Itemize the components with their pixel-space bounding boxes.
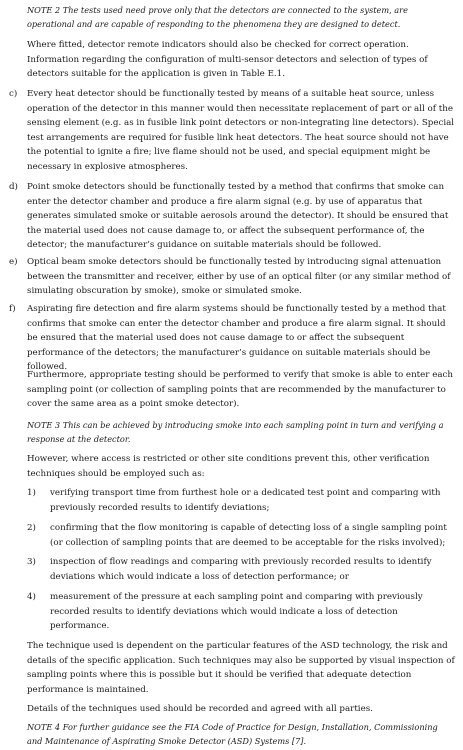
sub-item-text: confirming that the flow monitoring is capable of detecting loss of a single sampling point (or collection of sampling points that are deemed to be acceptable for the risks involved); <box>50 523 447 548</box>
paragraph-technique: The technique used is dependent on the particular features of the ASD technology, the risk and details of the specific application. Such techniques may also be supported by visual inspection of sampling points where this is possible but it should be verified that adequate detection performance is maintained. <box>27 641 455 695</box>
list-item-text: Every heat detector should be functionally tested by means of a suitable heat source, unless operation of the detector in this manner would then necessitate replacement of part or all of the sensing element (e.g. as in fusible link point detectors or non-integrating line detectors). Special test arrangements are required for fusible link heat detectors. The heat source should not have the potential to ignite a fire; live flame should not be used, and special equipment might be necessary in explosive atmospheres. <box>27 89 455 172</box>
sub-item-3 <box>27 555 455 584</box>
paragraph-furthermore: Furthermore, appropriate testing should be performed to verify that smoke is able to enter each sampling point (or collection of sampling points that are recommended by the manufacturer to cover the same area as a point smoke detector). <box>27 370 453 410</box>
note-4: NOTE 4 For further guidance see the FIA Code of Practice for Design, Installation, Commissioning and Maintenance of Aspirating Smoke Detector (ASD) Systems [7]. <box>27 722 438 747</box>
list-item-e <box>9 255 455 299</box>
list-item-label: f) <box>9 304 16 314</box>
paragraph-remote-indicators: Where fitted, detector remote indicators should also be checked for correct operation. Information regarding the configuration of multi-sensor detectors and selection of types of detectors suitable for the application is given in Table E.1. <box>27 40 428 80</box>
sub-item-text: verifying transport time from furthest hole or a dedicated test point and comparing with previously recorded results to identify deviations; <box>50 488 441 513</box>
sub-item-label: 1) <box>27 488 36 498</box>
sub-item-label: 2) <box>27 523 36 533</box>
sub-item-text: measurement of the pressure at each sampling point and comparing with previously recorded results to identify deviations which would indicate a loss of detection performance. <box>50 592 423 632</box>
list-item-label: c) <box>9 89 18 99</box>
sub-item-1 <box>27 486 455 515</box>
sub-item-text: inspection of flow readings and comparing with previously recorded results to identify deviations which would indicate a loss of detection performance; or <box>50 557 432 582</box>
list-item-text: Point smoke detectors should be functionally tested by a method that confirms that smoke can enter the detector chamber and produce a fire alarm signal (e.g. by use of apparatus that generates simulated smoke or suitable aerosols around the detector). It should be ensured that the material used does not cause damage to, or affect the subsequent performance of, the detector; the manufacturer’s guidance on suitable materials should be followed. <box>27 182 449 251</box>
list-item-label: e) <box>9 257 18 267</box>
note-2: NOTE 2 The tests used need prove only that the detectors are connected to the system, are operational and are capable of responding to the phenomena they are designed to detect. <box>27 5 408 30</box>
list-item-text: Aspirating fire detection and fire alarm systems should be functionally tested by a method that confirms that smoke can enter the detector chamber and produce a fire alarm signal. It should be ensured that the material used does not cause damage to or affect the subsequent performance of the detectors; the manufacturer’s guidance on suitable materials should be followed. <box>27 304 446 373</box>
paragraph-however: However, where access is restricted or other site conditions prevent this, other verification techniques should be employed such as: <box>27 454 430 479</box>
list-item-c <box>9 87 455 175</box>
sub-item-4 <box>27 590 455 634</box>
list-item-f <box>9 302 455 375</box>
list-item-text: Optical beam smoke detectors should be functionally tested by introducing signal attenuation between the transmitter and receiver, either by use of an optical filter (or any similar method of simulating obscuration by smoke), smoke or simulated smoke. <box>27 257 451 297</box>
paragraph-details: Details of the techniques used should be recorded and agreed with all parties. <box>27 704 373 714</box>
list-item-label: d) <box>9 182 18 192</box>
sub-item-label: 3) <box>27 557 36 567</box>
list-item-d <box>9 180 455 253</box>
note-3: NOTE 3 This can be achieved by introducing smoke into each sampling point in turn and verifying a response at the detector. <box>27 420 444 445</box>
sub-item-label: 4) <box>27 592 36 602</box>
sub-item-2 <box>27 521 455 550</box>
